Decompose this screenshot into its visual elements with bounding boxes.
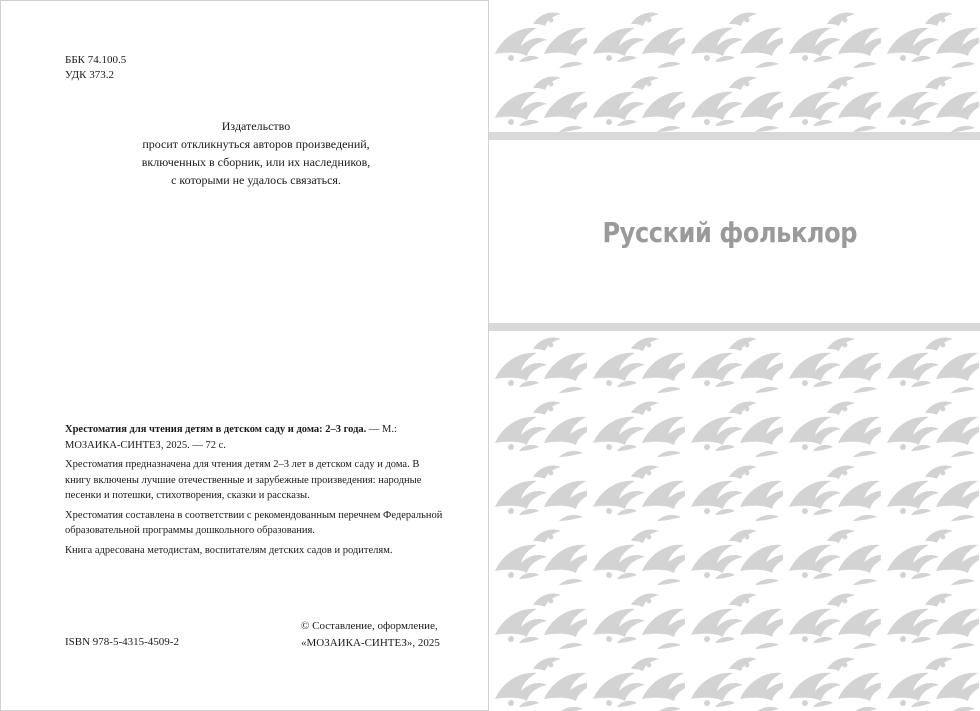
publisher-record: — М.: МОЗАИКА-СИНТЕЗ, 2025. — 72 с. — [65, 424, 397, 451]
book-annotation — [65, 422, 445, 562]
book-title: Русский фольклор — [602, 216, 857, 249]
decorative-stripe-bottom — [489, 323, 980, 331]
publisher-note — [101, 117, 411, 189]
ornament-pattern-bottom — [489, 331, 980, 711]
decorative-stripe-top — [489, 132, 980, 140]
classification-codes — [65, 53, 126, 83]
publisher-note-line: просит откликнуться авторов произведений, — [142, 137, 370, 151]
ornament-pattern-top — [489, 6, 980, 132]
publisher-note-line: Издательство — [221, 119, 291, 133]
book-title-record: Хрестоматия для чтения детям в детском саду и дома: 2–3 года. — [65, 424, 367, 435]
isbn: ISBN 978-5-4315-4509-2 — [65, 636, 179, 648]
bbk-code: ББК 74.100.5 — [65, 54, 127, 66]
copyright-line: © Составление, оформление, — [301, 620, 438, 632]
publisher-note-line: включенных в сборник, или их наследников, — [141, 155, 371, 169]
publisher-note-line: с которыми не удалось связаться. — [171, 173, 341, 187]
annotation-paragraph: Хрестоматия предназначена для чтения детям 2–3 лет в детском саду и дома. В книгу включены лучшие отечественные и зарубежные произведения: народные песенки и потешки, стихотворения, сказки и рассказы. — [65, 459, 422, 501]
bibliographic-record — [65, 422, 445, 453]
annotation-paragraph: Хрестоматия составлена в соответствии с рекомендованным перечнем Федеральной образовательной программы дошкольного образования. — [65, 509, 443, 536]
annotation-paragraph: Книга адресована методистам, воспитателям детских садов и родителям. — [65, 544, 393, 556]
left-page — [0, 0, 489, 711]
udk-code: УДК 373.2 — [65, 69, 115, 81]
copyright — [301, 618, 440, 652]
copyright-line: «МОЗАИКА-СИНТЕЗ», 2025 — [301, 637, 440, 649]
right-page — [489, 0, 980, 711]
